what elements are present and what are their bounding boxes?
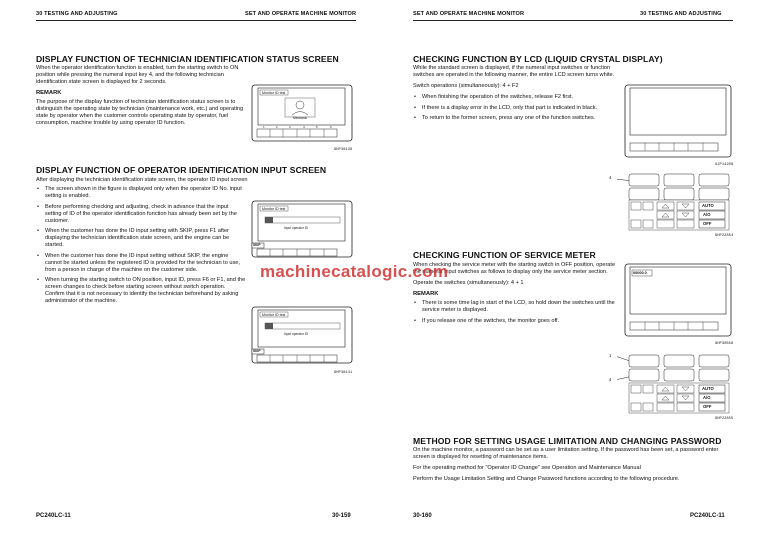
monitor-figure-lcd-white: [623, 84, 733, 168]
callout-number: 4: [609, 377, 612, 382]
skip-key-label: SKIP: [253, 349, 261, 353]
paragraph: For the operating method for "Operator ID Change" see Operation and Maintenance Manual: [413, 465, 641, 471]
list-item: • Before performing checking and adjusting, check in advance that the input setting of ID of the operator identification function has already been set by the customer.: [36, 204, 246, 225]
figure-code: 9HP22854: [715, 234, 734, 238]
section-title-technician-status: DISPLAY FUNCTION OF TECHNICIAN IDENTIFICATION STATUS SCREEN: [36, 54, 339, 64]
operator-input-bullets: [36, 186, 246, 309]
switch-panel-service-meter: [617, 352, 733, 416]
paragraph: On the machine monitor, a password can be set as a user limitation setting. If the password has been set, a password enter screen is displayed for resetting of maintenance items.: [413, 447, 719, 460]
section-title-operator-input: DISPLAY FUNCTION OF OPERATOR IDENTIFICATION INPUT SCREEN: [36, 165, 327, 175]
screen-label: Monitor ID test: [262, 91, 286, 95]
skip-key-label: SKIP: [253, 243, 261, 247]
right-section-header: 30 TESTING AND ADJUSTING: [640, 11, 722, 17]
watermark: machinecatalogic.com: [260, 262, 449, 281]
list-item: • If you release one of the switches, the monitor goes off.: [413, 318, 618, 325]
figure-code: 9HP30138: [334, 148, 353, 152]
panel-key-label: A/O: [703, 212, 711, 217]
paragraph: When checking the service meter with the starting switch in OFF position, operate the numeral input switches as follows to display only the service meter section.: [413, 262, 616, 275]
service-meter-value: 00000.0: [633, 271, 647, 275]
list-item: • When the customer has done the ID input setting with SKIP, press F1 after displaying the technician identification state screen, and the engine can be started.: [36, 228, 246, 249]
right-page-title: SET AND OPERATE MACHINE MONITOR: [413, 11, 525, 17]
monitor-figure-service-meter: [623, 263, 733, 343]
screen-label: Monitor ID test: [262, 207, 286, 211]
svg-text:4: 4: [303, 125, 305, 129]
left-section-header: 30 TESTING AND ADJUSTING: [36, 11, 118, 17]
paragraph: When the operator identification function is enabled, turn the starting switch to ON position while pressing the numeral input key 4, and the following technician identification state screen is displayed for 2 seconds.: [36, 65, 239, 85]
paragraph: Switch operations (simultaneously): 4 + F2: [413, 83, 519, 89]
paragraph: While the standard screen is displayed, if the numeral input switches or function switches are operated in the following manner, the entire LCD screen turns white.: [413, 65, 615, 78]
panel-key-label: AUTO: [702, 203, 714, 208]
switch-panel-lcd-check: [617, 171, 733, 235]
figure-code: 9JP14208: [715, 163, 734, 167]
screen-sublabel: Mechanic: [293, 116, 308, 120]
paragraph: Operate the switches (simultaneously): 4 + 1: [413, 280, 524, 286]
figure-code: 9HP22855: [715, 417, 734, 421]
paragraph: Perform the Usage Limitation Setting and Change Password functions according to the following procedure.: [413, 476, 680, 482]
svg-text:2: 2: [276, 125, 278, 129]
list-item: • To return to the former screen, press any one of the function switches.: [413, 115, 618, 122]
list-item: • The screen shown in the figure is displayed only when the operator ID No. input setting is enabled.: [36, 186, 246, 200]
left-header-rule: [36, 20, 356, 21]
list-item: • There is some time lag in start of the LCD, so hold down the switches until the service meter is displayed.: [413, 300, 618, 314]
remark-heading: REMARK: [413, 291, 439, 297]
svg-text:3: 3: [289, 125, 291, 129]
screen-sublabel: Input operator ID: [284, 332, 308, 336]
figure-code: 9HP30141: [334, 371, 353, 375]
footer-page-number: 30-159: [332, 513, 351, 519]
svg-text:5: 5: [316, 125, 318, 129]
list-item: • If there is a display error in the LCD, only that part is indicated in black.: [413, 105, 618, 112]
right-header-rule: [413, 20, 733, 21]
callout-number: 1: [609, 353, 612, 358]
svg-text:6: 6: [330, 125, 332, 129]
paragraph: The purpose of the display function of technician identification status screen is to distinguish the operating state by technician (maintenance work, etc.) and operating state by operator when the customer controls operating state by operator, fuel consumption, machine trouble by using operator ID function.: [36, 99, 244, 126]
usage-limitation-text: [413, 447, 733, 487]
list-item: • When the customer has done the ID input setting without SKIP, the engine cannot be started unless the registered ID is provided for the technician to use, from a person in charge of the machine on the customer side.: [36, 253, 246, 274]
footer-model: PC240LC-11: [690, 513, 725, 519]
technician-status-text: [36, 65, 244, 131]
list-item: • When turning the starting switch to ON position, input ID, press F6 or F1, and the screen changes to check before starting screen without switch operation. Confirm that it is not necessary to identify the technician beforehand by asking administrator of the machine.: [36, 277, 246, 305]
figure-code: 9HP30858: [715, 342, 734, 346]
section-title-lcd-check: CHECKING FUNCTION BY LCD (LIQUID CRYSTAL DISPLAY): [413, 54, 663, 64]
lcd-check-text: [413, 65, 618, 126]
screen-label: Monitor ID test: [262, 313, 286, 317]
left-page-title: SET AND OPERATE MACHINE MONITOR: [245, 11, 357, 17]
section-title-service-meter: CHECKING FUNCTION OF SERVICE METER: [413, 250, 596, 260]
panel-key-label: OFF: [703, 404, 712, 409]
section-title-usage-limitation: METHOD FOR SETTING USAGE LIMITATION AND CHANGING PASSWORD: [413, 436, 722, 446]
callout-number: 4: [609, 175, 612, 180]
operator-input-intro: After displaying the technician identification state screen, the operator ID input screen: [36, 177, 248, 183]
screen-sublabel: Input operator ID: [284, 226, 308, 230]
panel-key-label: AUTO: [702, 386, 714, 391]
panel-key-label: OFF: [703, 221, 712, 226]
panel-key-label: A/O: [703, 395, 711, 400]
svg-text:1: 1: [263, 125, 265, 129]
footer-model: PC240LC-11: [36, 513, 71, 519]
footer-page-number: 30-160: [413, 513, 432, 519]
remark-heading: REMARK: [36, 90, 62, 96]
list-item: • When finishing the operation of the switches, release F2 first.: [413, 94, 618, 101]
